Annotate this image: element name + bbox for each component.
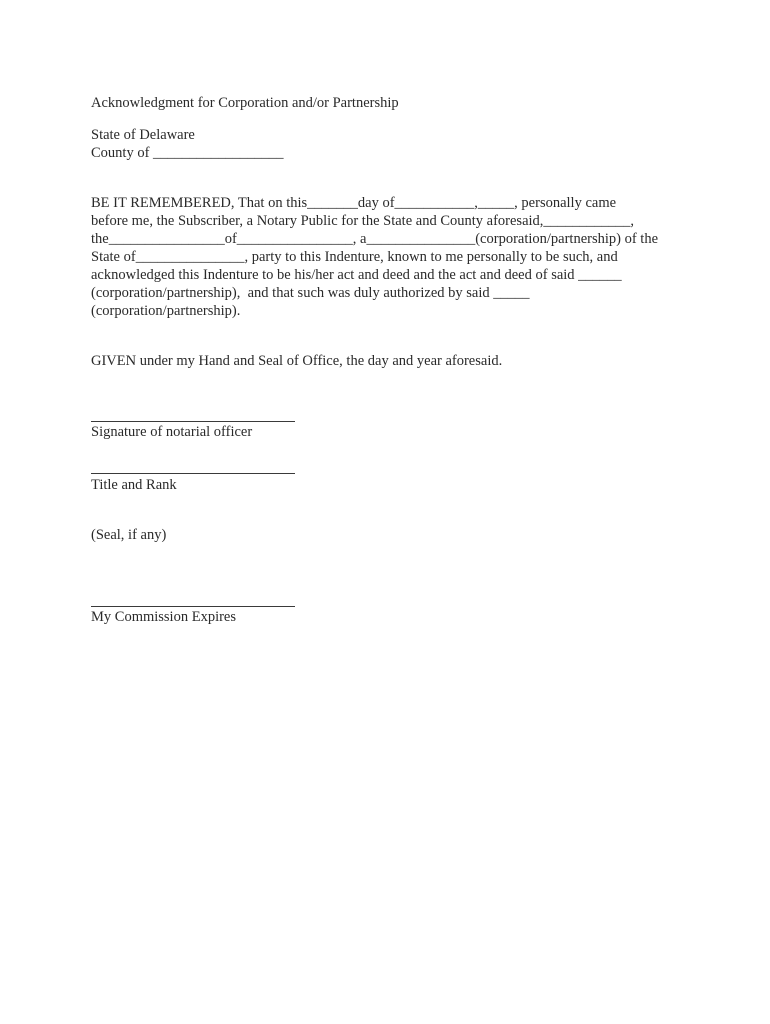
body-line: (corporation/partnership). xyxy=(91,303,241,319)
document-title: Acknowledgment for Corporation and/or Partnership xyxy=(91,95,399,111)
body-line: before me, the Subscriber, a Notary Public for the State and County aforesaid,____________, xyxy=(91,213,635,229)
given-line: GIVEN under my Hand and Seal of Office, the day and year aforesaid. xyxy=(91,353,503,369)
body-line: (corporation/partnership), and that such was duly authorized by said _____ xyxy=(91,285,530,301)
body-line: the________________of________________, a_______________(corporation/partnership) of the xyxy=(91,231,659,247)
state-line: State of Delaware xyxy=(91,127,195,143)
commission-label: My Commission Expires xyxy=(91,609,237,625)
body-line: acknowledged this Indenture to be his/her act and deed and the act and deed of said ______ xyxy=(91,267,622,283)
signature-label: Signature of notarial officer xyxy=(91,424,253,440)
seal-label: (Seal, if any) xyxy=(91,527,167,543)
body-line: BE IT REMEMBERED, That on this_______day of___________,_____, personally came xyxy=(91,195,617,211)
body-line: State of_______________, party to this Indenture, known to me personally to be such, and xyxy=(91,249,618,265)
county-line: County of __________________ xyxy=(91,145,284,161)
title-rank-rule xyxy=(91,473,295,474)
title-rank-label: Title and Rank xyxy=(91,477,177,493)
signature-rule xyxy=(91,421,295,422)
commission-rule xyxy=(91,606,295,607)
